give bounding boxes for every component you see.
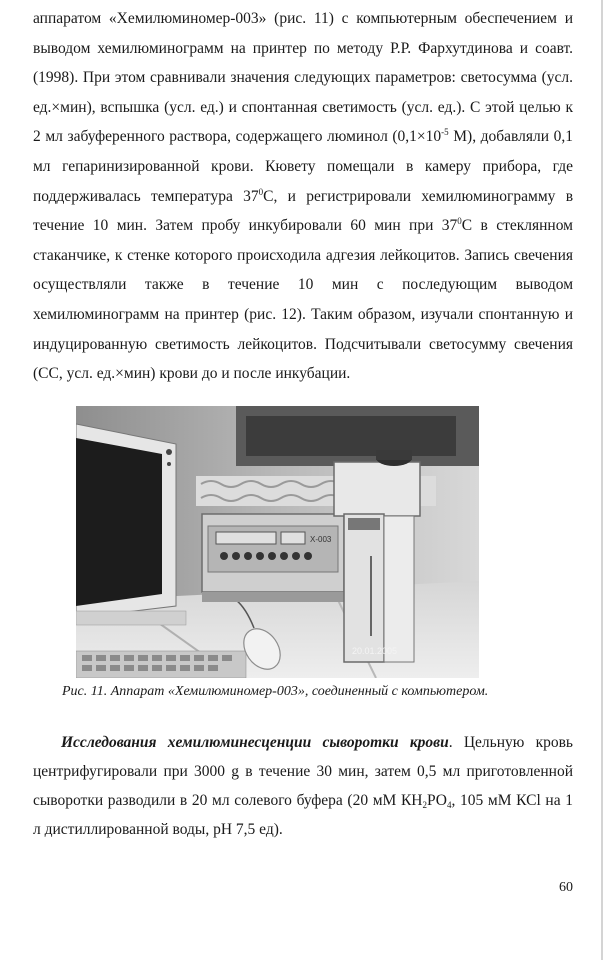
text-line: инкубации.: [275, 365, 351, 383]
page-number: 60: [559, 880, 573, 895]
text-line: последующим выводом хемилюминограмм на принтер (рис. 12). Таким: [33, 276, 574, 323]
figure-caption: Рис. 11. Аппарат «Хемилюминомер-003», соединенный с компьютером.: [62, 684, 489, 699]
text-line: сыворотки разводили в 20 мл солевого буфера (20 мМ КН: [33, 792, 423, 809]
text-line: С, и регистрировали: [263, 187, 412, 205]
text-line: хемилюминограмму в течение 10 мин. Затем пробу инкубировали 60 мин при: [33, 187, 574, 235]
photo-timestamp: 20.01.2005: [352, 646, 398, 656]
text-line: М), добавляли 0,1 мл гепаринизированной крови. Кювету помещали: [33, 128, 573, 175]
text-line: образом, изучали спонтанную и индуцированную светимость лейкоцитов.: [33, 305, 573, 353]
text-line: Подсчитывали светосумму свечения (СС, усл. ед.×мин) крови до и после: [33, 335, 574, 383]
superscript-exponent: -5: [441, 127, 449, 138]
text-line: 37: [441, 217, 458, 235]
body-paragraph-1: [33, 4, 573, 389]
scan-edge: [601, 0, 603, 960]
device-label: Х-003: [310, 535, 332, 544]
figure-photo: [76, 406, 479, 678]
text-line: светосумма (усл. ед.×мин), вспышка (усл. ед.) и спонтанная светимость (усл.: [33, 69, 574, 116]
section-heading: Исследования хемилюминесценции сыворотки крови: [61, 734, 449, 751]
text-line: в камеру прибора, где поддерживалась температура 37: [33, 157, 574, 205]
text-line: (0,1×10: [392, 128, 442, 146]
text-line: выводом хемилюминограмм на принтер по методу Р.Р. Фархутдинова и: [33, 39, 529, 57]
text-line: , 105 мМ КСl: [451, 792, 541, 809]
text-line: Цельную кровь: [452, 734, 573, 751]
subscript: 2: [422, 800, 427, 810]
degree-superscript: 0: [457, 216, 462, 227]
chemiluminometer-photo: [76, 406, 479, 678]
heading-period: .: [448, 734, 453, 751]
subscript: 4: [447, 800, 452, 810]
body-paragraph-2: [33, 728, 573, 844]
text-line: аппаратом «Хемилюминомер-003» (рис. 11) с компьютерным обеспечением и: [33, 10, 573, 27]
text-line: на 1 л дистиллированной воды, pH 7,5 ед).: [33, 792, 573, 838]
text-line: РО: [427, 792, 448, 809]
degree-superscript: 0: [258, 186, 264, 197]
text-line: ед.). С этой целью к 2 мл забуференного раствора, содержащего люминол: [33, 98, 574, 146]
text-line: центрифугировали при 3000 g в течение 30 мин, затем 0,5 мл приготовленной: [33, 763, 573, 780]
text-line: соавт. (1998). При этом сравнивали значения следующих параметров:: [33, 39, 573, 87]
text-line: лейкоцитов. Запись свечения осуществляли также в течение 10 мин с: [33, 246, 573, 294]
text-line: С в стеклянном стаканчике, к стенке которого происходила адгезия: [33, 217, 573, 264]
